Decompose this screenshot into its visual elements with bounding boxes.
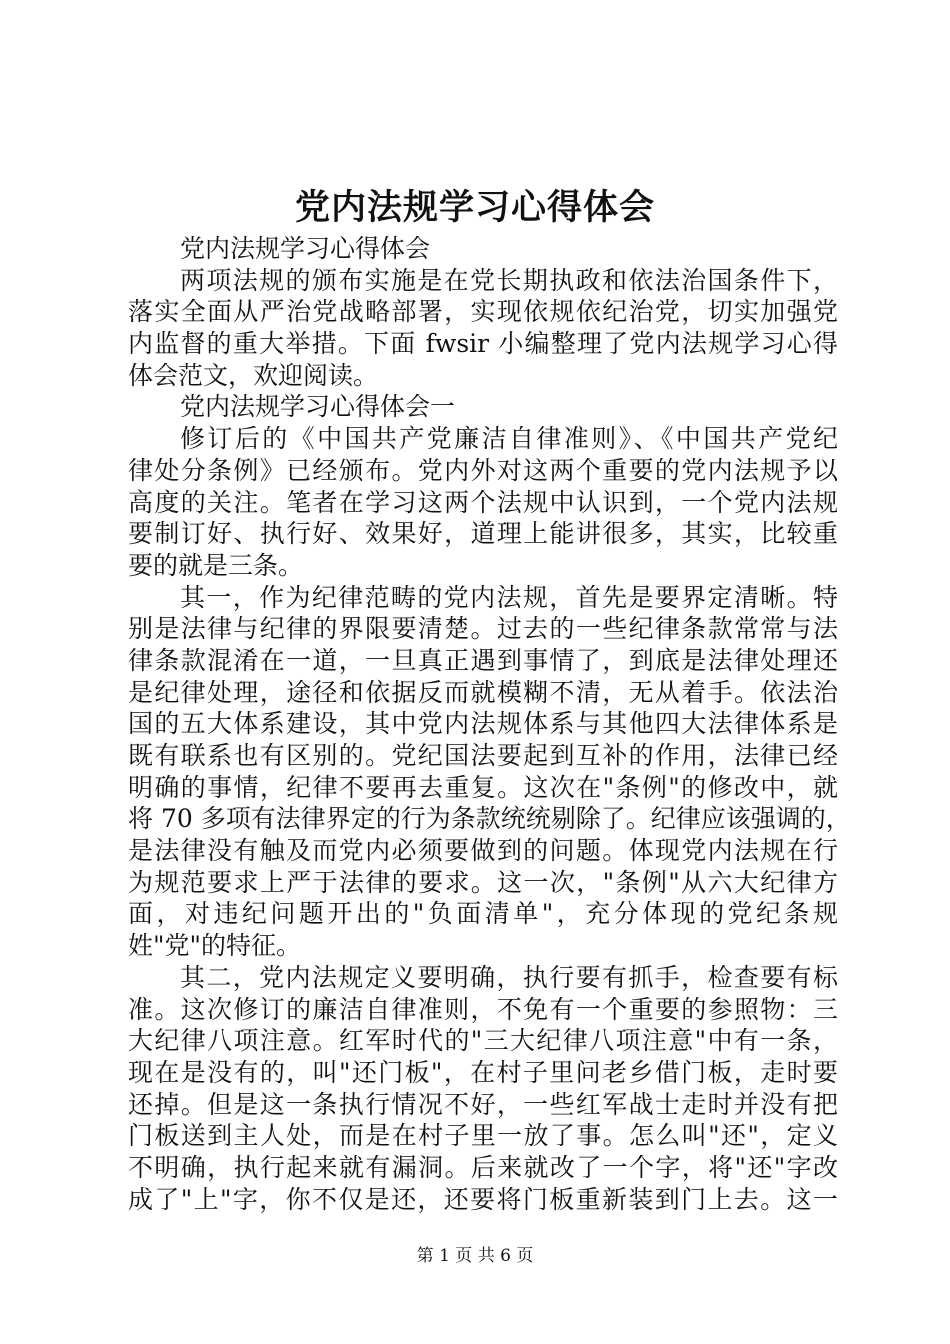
text-line: 高度的关注。笔者在学习这两个法规中认识到，一个党内法规 [128, 487, 838, 517]
text-line: 门板送到主人处，而是在村子里一放了事。怎么叫"还"，定义 [128, 1121, 838, 1151]
text-line: 两项法规的颁布实施是在党长期执政和依法治国条件下， [180, 265, 838, 295]
text-line: 将 70 多项有法律界定的行为条款统统剔除了。纪律应该强调的， [128, 804, 851, 834]
text-line: 其二，党内法规定义要明确，执行要有抓手，检查要有标 [180, 962, 838, 992]
text-line: 既有联系也有区别的。党纪国法要起到互补的作用，法律已经 [128, 741, 838, 770]
text-line: 是纪律处理，途径和依据反而就模糊不清，无从着手。依法治 [128, 677, 838, 707]
text-line: 落实全面从严治党战略部署，实现依规依纪治党，切实加强党 [128, 297, 838, 327]
text-line: 还掉。但是这一条执行情况不好，一些红军战士走时并没有把 [128, 1089, 838, 1119]
text-line: 姓"党"的特征。 [128, 931, 301, 961]
text-line: 其一，作为纪律范畴的党内法规，首先是要界定清晰。特 [180, 582, 838, 612]
page-footer: 第 1 页 共 6 页 [416, 1246, 534, 1266]
text-line: 国的五大体系建设，其中党内法规体系与其他四大法律体系是 [128, 709, 838, 739]
text-line: 党内法规学习心得体会一 [180, 392, 456, 422]
text-line: 修订后的《中国共产党廉洁自律准则》、《中国共产党纪 [180, 424, 838, 454]
text-line: 党内法规学习心得体会 [180, 234, 431, 263]
text-line: 别是法律与纪律的界限要清楚。过去的一些纪律条款常常与法 [128, 614, 838, 644]
text-line: 面，对违纪问题开出的"负面清单"，充分体现的党纪条规 [128, 899, 838, 929]
text-line: 现在是没有的，叫"还门板"，在村子里问老乡借门板，走时要 [128, 1057, 838, 1087]
document-body [128, 233, 851, 1215]
text-line: 为规范要求上严于法律的要求。这一次，"条例"从六大纪律方 [128, 867, 838, 897]
text-line: 准。这次修订的廉洁自律准则，不免有一个重要的参照物：三 [128, 994, 838, 1024]
text-line: 明确的事情，纪律不要再去重复。这次在"条例"的修改中，就 [128, 772, 838, 802]
text-line: 体会范文，欢迎阅读。 [128, 360, 379, 390]
text-line: 要制订好、执行好、效果好，道理上能讲很多，其实，比较重 [128, 519, 838, 549]
text-line: 律处分条例》已经颁布。党内外对这两个重要的党内法规予以 [128, 455, 838, 485]
text-line: 是法律没有触及而党内必须要做到的问题。体现党内法规在行 [128, 836, 838, 866]
text-line: 不明确，执行起来就有漏洞。后来就改了一个字，将"还"字改 [128, 1152, 838, 1182]
text-line: 要的就是三条。 [128, 550, 304, 580]
text-line: 成了"上"字，你不仅是还，还要将门板重新装到门上去。这一 [128, 1184, 838, 1214]
text-line: 大纪律八项注意。红军时代的"三大纪律八项注意"中有一条， [128, 1026, 838, 1056]
text-line: 律条款混淆在一道，一旦真正遇到事情了，到底是法律处理还 [128, 645, 838, 675]
document-title: 党内法规学习心得体会 [294, 187, 655, 228]
text-line: 内监督的重大举措。下面 fwsir 小编整理了党内法规学习心得 [128, 329, 838, 359]
